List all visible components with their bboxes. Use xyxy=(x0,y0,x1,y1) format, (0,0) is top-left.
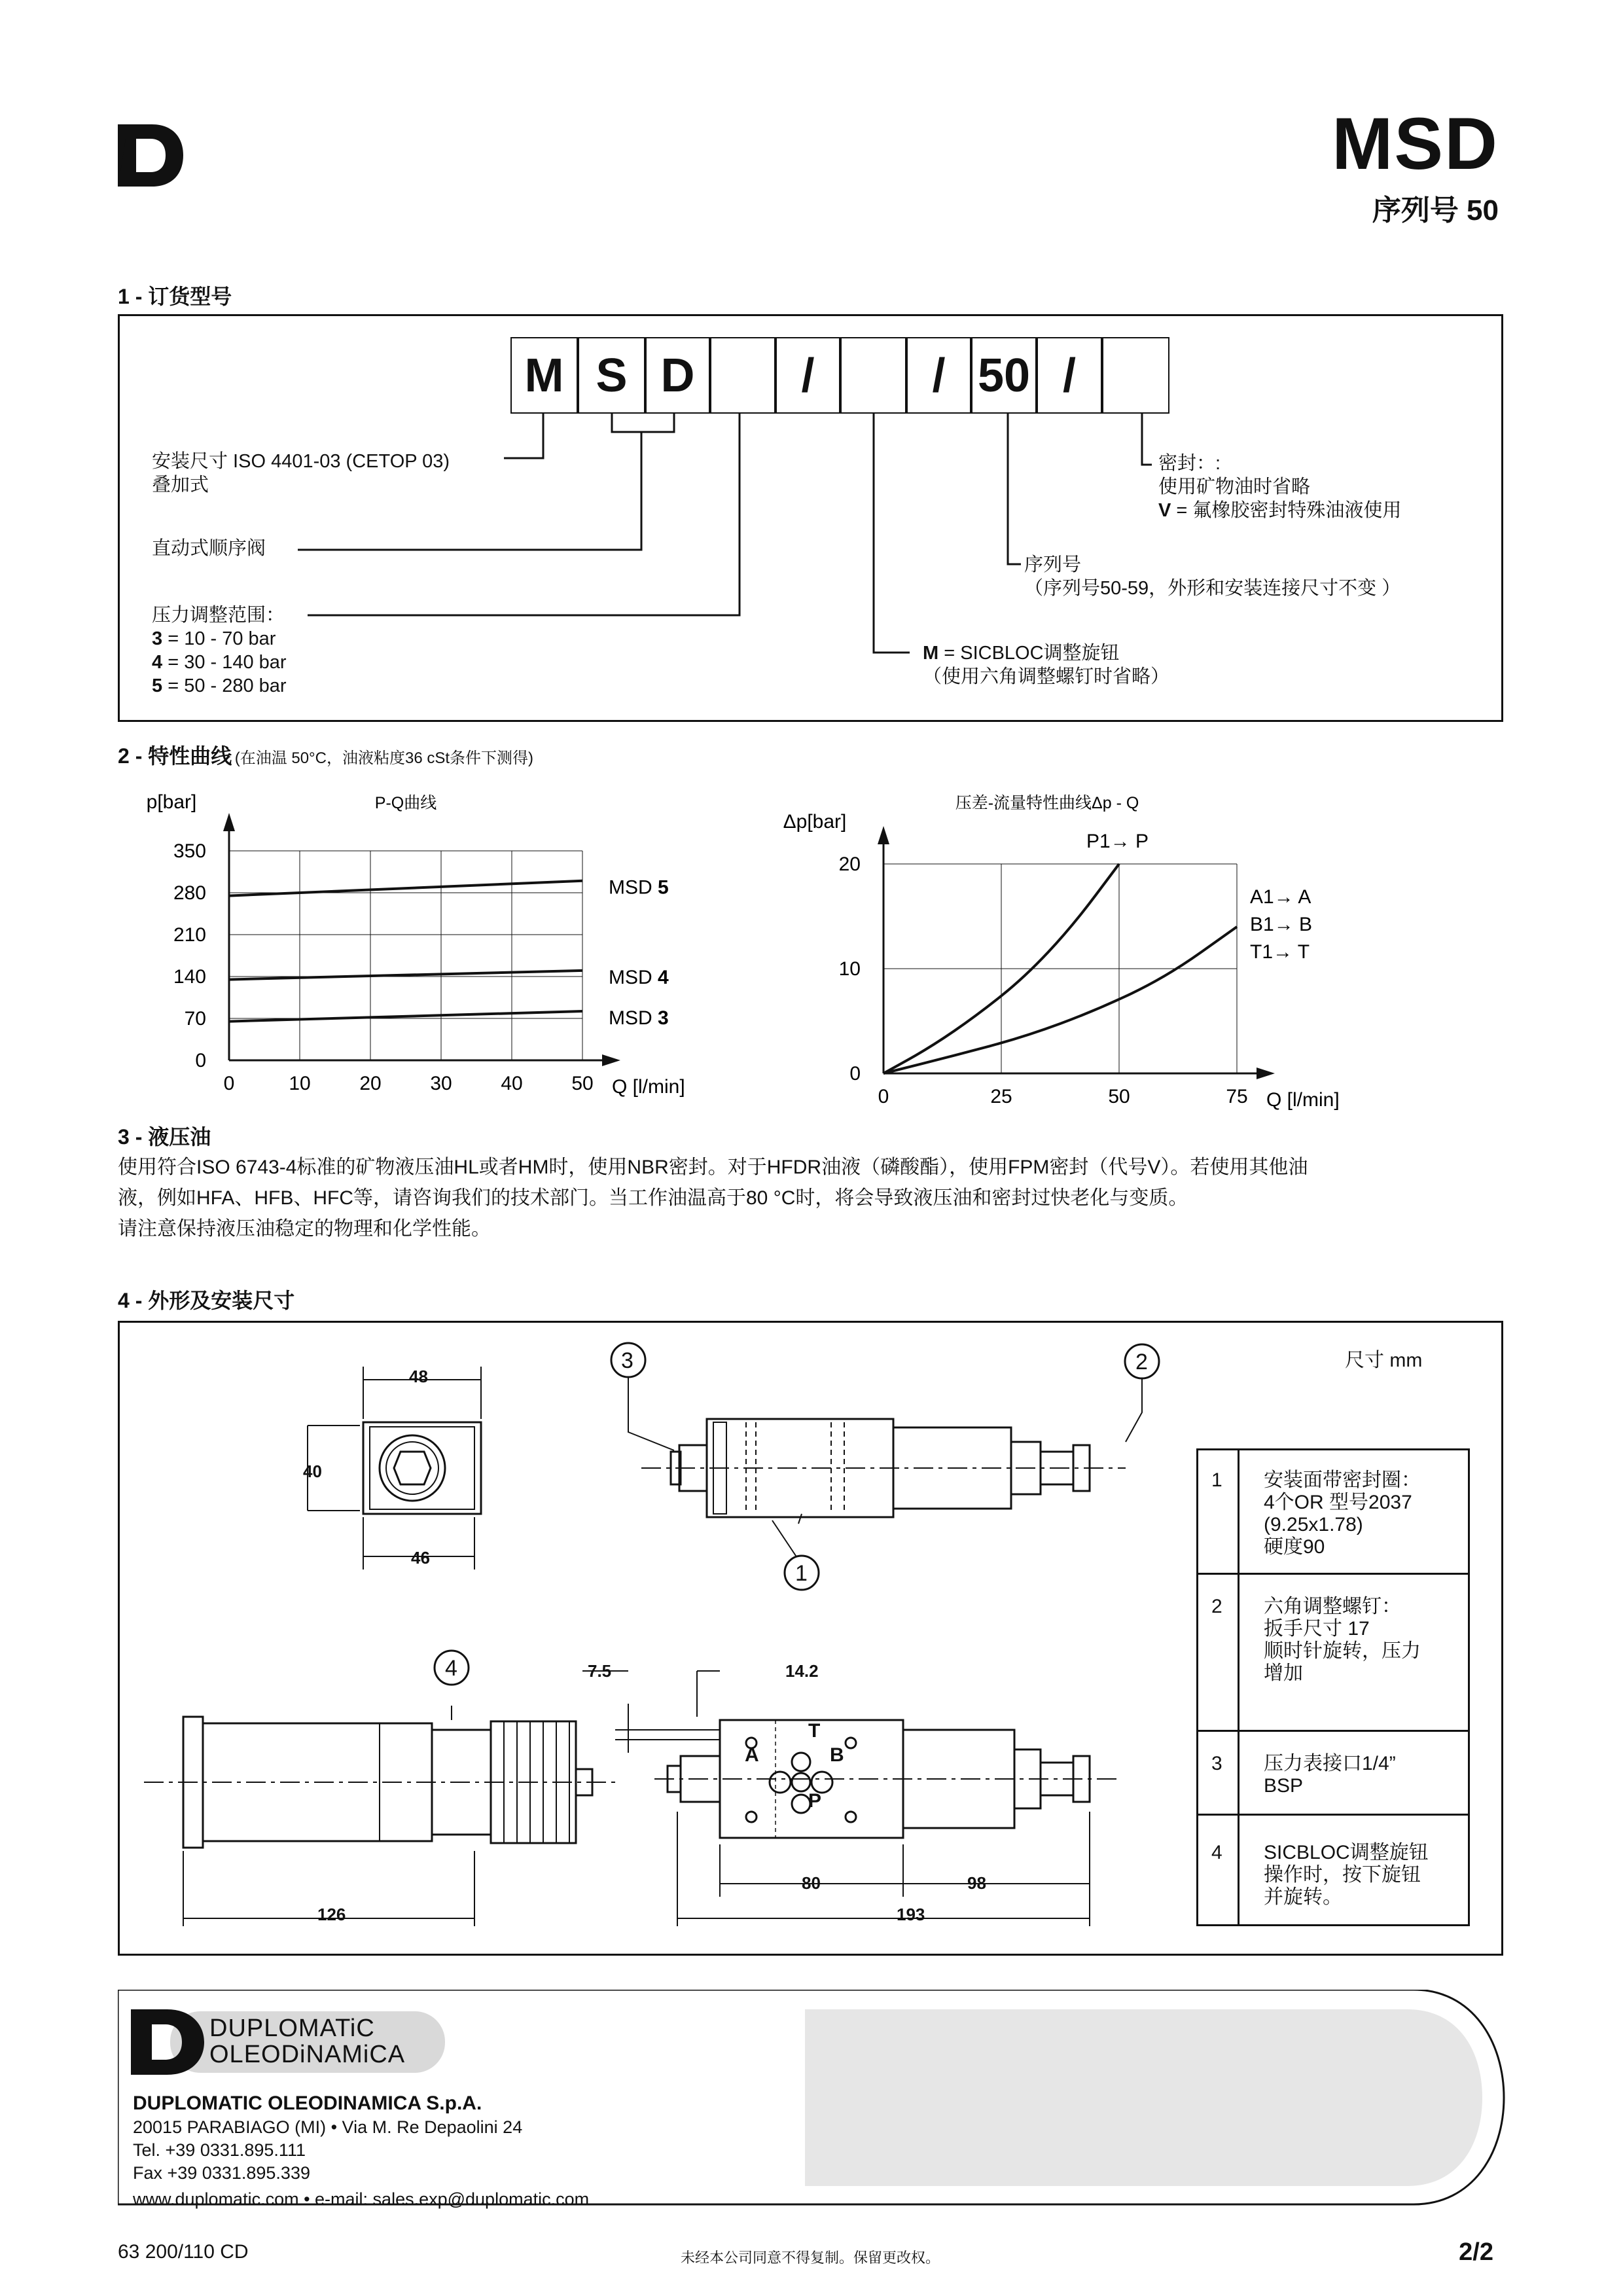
callout-2-label: 2 xyxy=(1135,1350,1148,1374)
section2-subtitle: (在油温 50°C，油液粘度36 cSt条件下测得) xyxy=(234,749,534,767)
dim-126: 126 xyxy=(317,1905,346,1924)
dim-80: 80 xyxy=(802,1873,821,1893)
dim-40: 40 xyxy=(303,1462,322,1481)
seal-title: 密封：: xyxy=(1158,453,1221,474)
dimension-drawings xyxy=(118,1321,1191,1956)
fluid-para-2: 液，例如HFA、HFB、HFC等，请咨询我们的技术部门。当工作油温高于80 °C时，将会导致液压油和密封过快老化与变质。 xyxy=(118,1187,1188,1209)
chart-title: P-Q曲线 xyxy=(374,794,437,812)
legend-row-4 xyxy=(1198,1814,1468,1926)
chart-title: 压差-流量特性曲线Δp - Q xyxy=(955,794,1139,812)
x-axis-label: Q [l/min] xyxy=(1266,1089,1340,1111)
port-a xyxy=(770,1772,791,1793)
series-label: A1→ A xyxy=(1250,886,1311,908)
company-name: DUPLOMATIC OLEODINAMICA S.p.A. xyxy=(133,2092,482,2114)
duplomatic-logo xyxy=(131,2006,445,2078)
port-b-label: B xyxy=(830,1744,844,1766)
port-t-label: T xyxy=(808,1720,821,1742)
company-fax: Fax +39 0331.895.339 xyxy=(133,2163,310,2183)
y-axis-arrow xyxy=(878,826,889,844)
order-code-cell: D xyxy=(645,337,710,414)
page-number: 2/2 xyxy=(1459,2238,1493,2266)
copyright-note: 未经本公司同意不得复制。保留更改权。 xyxy=(681,2250,940,2266)
series-line xyxy=(229,881,582,896)
fluid-para-3: 请注意保持液压油稳定的物理和化学性能。 xyxy=(118,1218,491,1240)
section4-title: 4 - 外形及安装尺寸 xyxy=(118,1289,295,1312)
legend-line: 顺时针旋转，压力 xyxy=(1264,1640,1421,1662)
company-address: 20015 PARABIAGO (MI) • Via M. Re Depaolini 24 xyxy=(133,2117,523,2137)
pressure-range-5: 5 = 50 - 280 bar xyxy=(152,675,287,696)
x-tick-label: 50 xyxy=(1108,1086,1130,1107)
callout-1-label: 1 xyxy=(795,1561,808,1586)
x-axis-label: Q [l/min] xyxy=(612,1076,685,1098)
dim-14-2: 14.2 xyxy=(785,1661,819,1681)
port-a-label: A xyxy=(745,1744,759,1766)
series-label xyxy=(1024,553,1400,600)
y-tick-label: 0 xyxy=(195,1050,206,1071)
dim-46: 46 xyxy=(411,1548,430,1568)
legend-line: 六角调整螺钉： xyxy=(1264,1596,1401,1617)
legend-line: 压力表接口1/4” xyxy=(1264,1753,1396,1774)
series-line1: 序列号 xyxy=(1024,554,1082,575)
company-web: www.duplomatic.com • e-mail: sales.exp@duplomatic.com xyxy=(133,2189,590,2209)
legend-row-3 xyxy=(1198,1730,1468,1814)
x-tick-label: 10 xyxy=(289,1073,311,1094)
x-tick-label: 30 xyxy=(430,1073,452,1094)
mounting-line2: 叠加式 xyxy=(152,475,209,495)
series-line xyxy=(229,1011,582,1022)
legend-line: 并旋转。 xyxy=(1264,1886,1342,1908)
series-label-number: 5 xyxy=(658,876,669,899)
legend-line: SICBLOC调整旋钮 xyxy=(1264,1842,1429,1863)
legend-line: 操作时，按下旋钮 xyxy=(1264,1864,1421,1886)
sicbloc-line2: （使用六角调整螺钉时省略） xyxy=(923,666,1170,687)
dim-7-5: 7.5 xyxy=(588,1661,612,1681)
dp-q-chart xyxy=(759,779,1400,1119)
mounting-line1: 安装尺寸 ISO 4401-03 (CETOP 03) xyxy=(152,451,450,472)
legend-row-2 xyxy=(1198,1573,1468,1730)
pressure-range-3: 3 = 10 - 70 bar xyxy=(152,628,276,649)
y-tick-label: 20 xyxy=(838,853,861,875)
legend-line: 安装面带密封圈： xyxy=(1264,1469,1421,1491)
doc-code: 63 200/110 CD xyxy=(118,2241,249,2263)
x-tick-label: 75 xyxy=(1226,1086,1248,1107)
callout-3-label: 3 xyxy=(621,1348,633,1373)
series-label-number: 3 xyxy=(658,1007,669,1030)
sicbloc-label xyxy=(923,641,1169,689)
port-p-label: P xyxy=(808,1790,822,1812)
model-title: MSD xyxy=(1332,103,1499,185)
y-tick-label: 10 xyxy=(838,958,861,980)
series-curve xyxy=(883,927,1237,1073)
legend-line: BSP xyxy=(1264,1775,1304,1797)
pq-chart xyxy=(118,779,720,1119)
x-tick-label: 40 xyxy=(501,1073,523,1094)
mounting-label xyxy=(152,450,450,497)
logo-line-2: OLEODiNAMiCA xyxy=(209,2041,406,2068)
legend-line: 硬度90 xyxy=(1264,1536,1325,1558)
series-label: MSD 4 xyxy=(609,966,669,988)
pressure-range-title: 压力调整范围： xyxy=(152,605,285,626)
x-axis-arrow xyxy=(1257,1067,1275,1079)
y-tick-label: 350 xyxy=(173,840,206,862)
legend-num: 1 xyxy=(1211,1469,1222,1491)
series-subtitle: 序列号 50 xyxy=(1372,194,1499,226)
y-tick-label: 70 xyxy=(184,1008,206,1030)
company-tel: Tel. +39 0331.895.111 xyxy=(133,2140,306,2160)
legend-text xyxy=(1264,1469,1421,1558)
seal-line1: 使用矿物油时省略 xyxy=(1158,476,1311,497)
x-tick-label: 25 xyxy=(990,1086,1012,1107)
x-axis-arrow xyxy=(602,1054,620,1066)
company-info xyxy=(133,2091,589,2214)
sicbloc-line1: M = SICBLOC调整旋钮 xyxy=(923,643,1120,664)
series-line xyxy=(229,971,582,980)
series-label: P1→ P xyxy=(1086,831,1149,852)
dim-48: 48 xyxy=(409,1367,428,1386)
legend-num: 4 xyxy=(1211,1842,1222,1863)
x-tick-label: 50 xyxy=(571,1073,594,1094)
seal-line2: V = 氟橡胶密封特殊油液使用 xyxy=(1158,500,1402,521)
legend-text xyxy=(1264,1596,1421,1685)
order-code-cell: / xyxy=(1037,337,1102,414)
x-tick-label: 0 xyxy=(223,1073,235,1094)
legend-line: 扳手尺寸 17 xyxy=(1264,1618,1370,1640)
unit-label: 尺寸 mm xyxy=(1345,1350,1423,1371)
y-axis-label: Δp[bar] xyxy=(783,811,847,833)
front-view-boss xyxy=(380,1435,445,1501)
legend-num: 3 xyxy=(1211,1753,1222,1774)
order-code-cell: M xyxy=(510,337,578,414)
series-label-number: 4 xyxy=(658,966,669,988)
hex-socket xyxy=(394,1452,431,1484)
pressure-range-label xyxy=(152,603,287,698)
y-tick-label: 0 xyxy=(849,1063,861,1085)
x-tick-label: 0 xyxy=(878,1086,889,1107)
series-label: T1→ T xyxy=(1250,941,1310,963)
section3-title: 3 - 液压油 xyxy=(118,1125,211,1149)
dim-193: 193 xyxy=(897,1905,925,1924)
y-axis-label: p[bar] xyxy=(146,791,197,813)
legend-row-1 xyxy=(1198,1448,1468,1571)
logo-line-1: DUPLOMATiC xyxy=(209,2015,375,2042)
order-code-cell: / xyxy=(776,337,840,414)
x-tick-label: 20 xyxy=(359,1073,382,1094)
y-axis-arrow xyxy=(223,813,235,831)
legend-line: 增加 xyxy=(1264,1662,1303,1684)
section1-title: 1 - 订货型号 xyxy=(118,285,232,308)
callout-4-label: 4 xyxy=(445,1656,457,1681)
section2-title: 2 - 特性曲线 xyxy=(118,744,232,768)
series-label: MSD 3 xyxy=(609,1007,669,1030)
legend-table xyxy=(1196,1448,1470,1926)
y-tick-label: 140 xyxy=(173,966,206,988)
pressure-range-4: 4 = 30 - 140 bar xyxy=(152,652,287,673)
series-label: B1→ B xyxy=(1250,914,1313,935)
footer-grey-panel xyxy=(805,2009,1482,2186)
port-p xyxy=(792,1795,810,1813)
dim-98: 98 xyxy=(967,1873,986,1893)
series-label: MSD 5 xyxy=(609,876,669,899)
direct-label: 直动式顺序阀 xyxy=(152,538,266,559)
order-code-cell: S xyxy=(578,337,645,414)
legend-num: 2 xyxy=(1211,1596,1222,1617)
legend-text xyxy=(1264,1753,1396,1797)
series-line2: （序列号50-59，外形和安装连接尺寸不变 ） xyxy=(1024,578,1401,599)
section2-header xyxy=(118,740,533,770)
legend-line: (9.25x1.78) xyxy=(1264,1514,1363,1535)
port-t xyxy=(792,1753,810,1771)
y-tick-label: 280 xyxy=(173,882,206,904)
hydraulic-fluid-text xyxy=(118,1152,1308,1244)
y-tick-label: 210 xyxy=(173,924,206,946)
legend-line: 4个OR 型号2037 xyxy=(1264,1492,1412,1513)
order-code-cell: / xyxy=(906,337,971,414)
legend-text xyxy=(1264,1842,1429,1909)
fluid-para-1: 使用符合ISO 6743-4标准的矿物液压油HL或者HM时，使用NBR密封。对于HFDR油液（磷酸酯），使用FPM密封（代号V）。若使用其他油 xyxy=(118,1157,1308,1178)
seal-label xyxy=(1158,452,1401,522)
order-code-cell: 50 xyxy=(971,337,1037,414)
